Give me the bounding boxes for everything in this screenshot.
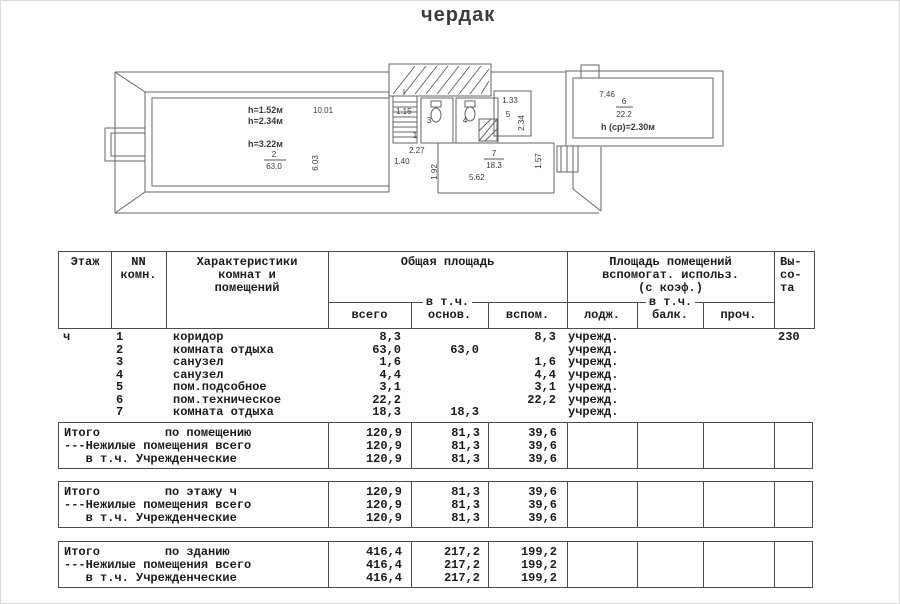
plan-dim-1-15: 1.15 (396, 107, 412, 116)
totals-aux: 199,2 (520, 559, 557, 572)
totals-total: 120,9 (365, 427, 402, 440)
totals-label: ---Нежилые помещения всего (64, 559, 252, 572)
table-row (58, 356, 813, 369)
table-row (58, 331, 813, 344)
totals-label: ---Нежилые помещения всего (64, 440, 252, 453)
plan-room5-number: 5 (505, 110, 511, 119)
sub-header-balk: балк. (651, 308, 688, 322)
plan-room6-number: 6 (621, 97, 627, 106)
cell-room-name: санузел (173, 368, 224, 381)
totals-row (59, 440, 812, 453)
totals-label: в т.ч. Учрежденческие (64, 572, 237, 585)
totals-total: 120,9 (365, 486, 402, 499)
cell-aux: 3,1 (534, 381, 556, 394)
totals-total: 120,9 (365, 453, 402, 466)
cell-main (410, 381, 487, 394)
cell-proch (702, 394, 773, 407)
plan-dim-10-01: 10.01 (313, 106, 334, 115)
totals-total: 416,4 (365, 572, 402, 585)
cell-use: учрежд. (568, 368, 619, 381)
sub-header-vsego: всего (351, 308, 388, 322)
explication-table-header (58, 251, 815, 329)
plan-label-h2: h=2.34м (248, 116, 283, 126)
totals-main: 81,3 (451, 453, 480, 466)
cell-height (773, 344, 813, 357)
totals-main: 81,3 (451, 512, 480, 525)
totals-total: 120,9 (365, 512, 402, 525)
totals-main: 217,2 (443, 546, 480, 559)
cell-proch (702, 369, 773, 382)
totals-label: в т.ч. Учрежденческие (64, 512, 237, 525)
cell-floor: ч (63, 331, 71, 344)
totals-label: ---Нежилые помещения всего (64, 499, 252, 512)
plan-stair-mark: I (402, 88, 406, 97)
cell-room-name: пом.техническое (173, 393, 282, 406)
cell-total: 22,2 (372, 393, 401, 406)
col-header-height: Вы- со- та (780, 255, 802, 295)
cell-total: 8,3 (379, 331, 401, 344)
room-rows (58, 331, 813, 419)
cell-use: учрежд. (568, 381, 619, 394)
totals-row (59, 427, 812, 440)
totals-aux: 39,6 (528, 512, 557, 525)
cell-room-number: 6 (116, 393, 124, 406)
col-header-room-number: NN комн. (120, 255, 157, 282)
cell-room-number: 5 (116, 381, 124, 394)
cell-aux: 22,2 (527, 393, 556, 406)
cell-aux: 1,6 (534, 356, 556, 369)
totals-aux: 39,6 (528, 427, 557, 440)
plan-dim-2-27: 2.27 (409, 146, 425, 155)
plan-room2-area: 63.0 (266, 162, 282, 171)
totals-row (59, 453, 812, 466)
totals-main: 81,3 (451, 499, 480, 512)
cell-aux: 4,4 (534, 368, 556, 381)
cell-use: учрежд. (568, 356, 619, 369)
table-row (58, 381, 813, 394)
cell-room-number: 4 (116, 368, 124, 381)
totals-row (59, 559, 812, 572)
col-header-floor: Этаж (70, 255, 100, 269)
cell-total: 4,4 (379, 368, 401, 381)
cell-height: 230 (778, 331, 800, 344)
col-header-characteristics: Характеристики комнат и помещений (196, 255, 298, 295)
cell-room-number: 7 (116, 406, 124, 419)
totals-main: 81,3 (451, 440, 480, 453)
cell-main (410, 369, 487, 382)
cell-use: учрежд. (568, 343, 619, 356)
totals-main: 217,2 (443, 559, 480, 572)
room-6-wall-outer (566, 71, 723, 146)
cell-balk (636, 394, 702, 407)
sub-header-osnov: основ. (427, 308, 472, 322)
cell-floor (58, 381, 110, 394)
cell-room-number: 2 (116, 343, 124, 356)
cell-aux: 8,3 (534, 331, 556, 344)
plan-room6-area: 22.2 (616, 110, 632, 119)
cell-total: 1,6 (379, 356, 401, 369)
plan-room4-number: 4 (462, 116, 468, 125)
cell-balk (636, 356, 702, 369)
plan-dim-6-03: 6.03 (311, 155, 320, 171)
cell-room-name: пом.подсобное (173, 381, 267, 394)
table-row (58, 406, 813, 419)
plan-dim-1-92: 1.92 (430, 164, 439, 180)
cell-floor (58, 394, 110, 407)
cell-room-name: санузел (173, 356, 224, 369)
totals-aux: 39,6 (528, 499, 557, 512)
cell-aux (487, 406, 566, 419)
col-header-total-area: Общая площадь (400, 255, 495, 269)
totals-aux: 199,2 (520, 572, 557, 585)
cell-main (410, 331, 487, 344)
sub-header-vspom: вспом. (505, 308, 550, 322)
table-row (58, 369, 813, 382)
cell-room-name: комната отдыха (173, 406, 274, 419)
cell-height (773, 394, 813, 407)
totals-aux: 39,6 (528, 453, 557, 466)
totals-row (59, 499, 812, 512)
cell-room-number: 1 (116, 331, 124, 344)
plan-dim-1-40: 1.40 (394, 157, 410, 166)
col-header-aux-area: Площадь помещений вспомогат. использ. (с коэф.) (602, 255, 739, 295)
cell-total: 3,1 (379, 381, 401, 394)
cell-use: учрежд. (568, 406, 619, 419)
cell-aux (487, 344, 566, 357)
totals-label: в т.ч. Учрежденческие (64, 453, 237, 466)
plan-dim-2-34: 2.34 (517, 115, 526, 131)
cell-room-name: комната отдыха (173, 343, 274, 356)
right-rooms (438, 65, 723, 211)
table-row (58, 394, 813, 407)
page-title: чердак (421, 4, 496, 26)
cell-floor (58, 344, 110, 357)
cell-proch (702, 356, 773, 369)
totals-aux: 39,6 (528, 440, 557, 453)
plan-room6-height: h (ср)=2.30м (601, 122, 655, 132)
cell-main: 18,3 (450, 406, 479, 419)
cell-height (773, 381, 813, 394)
totals-label: Итого по этажу ч (64, 486, 237, 499)
plan-room3-number: 3 (426, 116, 432, 125)
cell-height (773, 406, 813, 419)
totals-total: 416,4 (365, 559, 402, 572)
cell-main (410, 356, 487, 369)
cell-proch (702, 344, 773, 357)
totals-floor-box (58, 481, 813, 528)
cell-height (773, 369, 813, 382)
cell-total: 18,3 (372, 406, 401, 419)
totals-label: Итого по зданию (64, 546, 230, 559)
plan-dim-1-33: 1.33 (502, 96, 518, 105)
cell-floor (58, 356, 110, 369)
sub-header-lodzh: лодж. (583, 308, 620, 322)
totals-total: 120,9 (365, 440, 402, 453)
stairs (389, 64, 491, 143)
cell-total: 63,0 (372, 343, 401, 356)
totals-aux: 199,2 (520, 546, 557, 559)
cell-floor (58, 406, 110, 419)
cell-balk (636, 406, 702, 419)
totals-main: 81,3 (451, 427, 480, 440)
cell-balk (636, 331, 702, 344)
totals-main: 81,3 (451, 486, 480, 499)
cell-floor (58, 369, 110, 382)
cell-use: учрежд. (568, 331, 619, 344)
plan-room2-number: 2 (271, 150, 277, 159)
plan-room7-number: 7 (491, 149, 497, 158)
totals-row (59, 546, 812, 559)
totals-aux: 39,6 (528, 486, 557, 499)
cell-room-name: коридор (173, 331, 224, 344)
totals-building-box (58, 541, 813, 588)
totals-premises-box (58, 422, 813, 469)
cell-proch (702, 381, 773, 394)
cell-main: 63,0 (450, 343, 479, 356)
cell-use: учрежд. (568, 393, 619, 406)
plan-annotations (248, 88, 655, 182)
cell-proch (702, 331, 773, 344)
sub-header-proch: проч. (720, 308, 757, 322)
plan-room7-area: 18.3 (486, 161, 502, 170)
cell-balk (636, 344, 702, 357)
plan-room1-number: 1 (412, 131, 418, 140)
cell-main (410, 394, 487, 407)
incl-rule-total: в т.ч. (328, 302, 567, 303)
plan-dim-5-62: 5.62 (469, 173, 485, 182)
cell-balk (636, 369, 702, 382)
totals-label: Итого по помещению (64, 427, 252, 440)
totals-row (59, 486, 812, 499)
cell-height (773, 356, 813, 369)
cell-balk (636, 381, 702, 394)
plan-dim-7-46: 7.46 (599, 90, 615, 99)
totals-row (59, 572, 812, 585)
totals-row (59, 512, 812, 525)
incl-rule-aux: в т.ч. (567, 302, 774, 303)
totals-main: 217,2 (443, 572, 480, 585)
table-row (58, 344, 813, 357)
plan-label-h1: h=1.52м (248, 105, 283, 115)
totals-total: 120,9 (365, 499, 402, 512)
totals-total: 416,4 (365, 546, 402, 559)
cell-proch (702, 406, 773, 419)
plan-label-h3: h=3.22м (248, 139, 283, 149)
cell-room-number: 3 (116, 356, 124, 369)
plan-dim-1-57: 1.57 (534, 153, 543, 169)
